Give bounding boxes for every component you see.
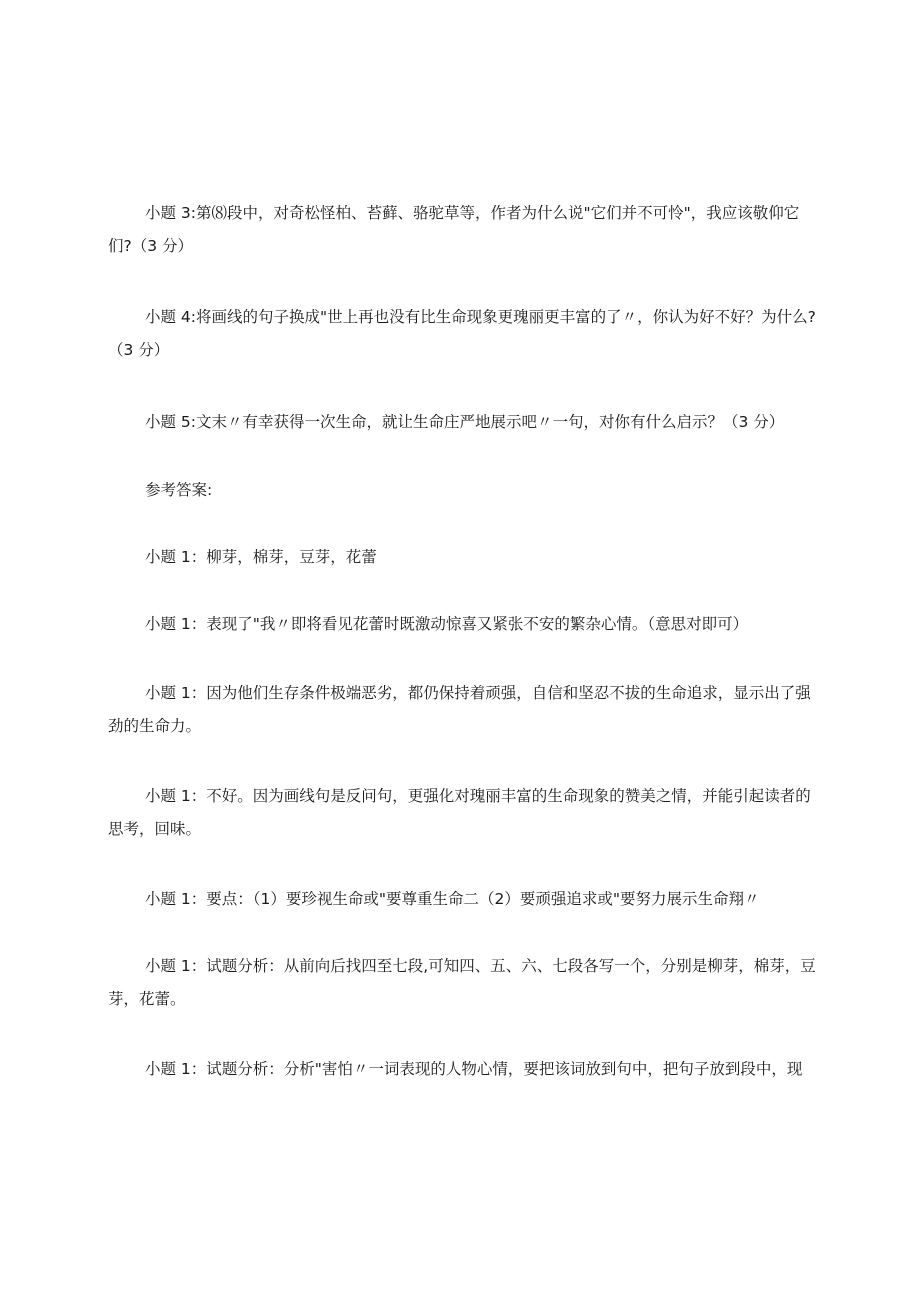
analysis-1: 小题 1：试题分析：从前向后找四至七段,可知四、五、六、七段各写一个，分别是柳芽，棉芽，豆芽，花蕾。 — [108, 957, 816, 1008]
answer-5: 小题 1：要点：（1）要珍视生命或"要尊重生命二（2）要顽强追求或"要努力展示生命翔〃 — [145, 890, 760, 908]
answer-2: 小题 1：表现了"我〃即将看见花蕾时既激动惊喜又紧张不安的繁杂心情。（意思对即可） — [145, 615, 749, 633]
question-5: 小题 5:文末〃有幸获得一次生命，就让生命庄严地展示吧〃一句，对你有什么启示？（3 分） — [145, 413, 785, 431]
answer-1: 小题 1：柳芽，棉芽，豆芽，花蕾 — [145, 548, 377, 566]
answer-4: 小题 1：不好。因为画线句是反问句，更强化对瑰丽丰富的生命现象的赞美之情，并能引起读者的思考，回味。 — [108, 787, 811, 838]
answer-3: 小题 1：因为他们生存条件极端恶劣，都仍保持着顽强，自信和坚忍不拔的生命追求，显示出了强劲的生命力。 — [108, 684, 811, 735]
question-4: 小题 4:将画线的句子换成"世上再也没有比生命现象更瑰丽更丰富的了〃，你认为好不好？为什么?（3 分） — [108, 308, 816, 359]
analysis-2: 小题 1：试题分析：分析"害怕〃一词表现的人物心情，要把该词放到句中，把句子放到段中，现 — [145, 1060, 803, 1078]
question-3: 小题 3:第⑻段中，对奇松怪柏、苔藓、骆驼草等，作者为什么说"它们并不可怜"，我应该敬仰它们?（3 分） — [108, 204, 800, 255]
answer-heading: 参考答案: — [145, 481, 213, 499]
